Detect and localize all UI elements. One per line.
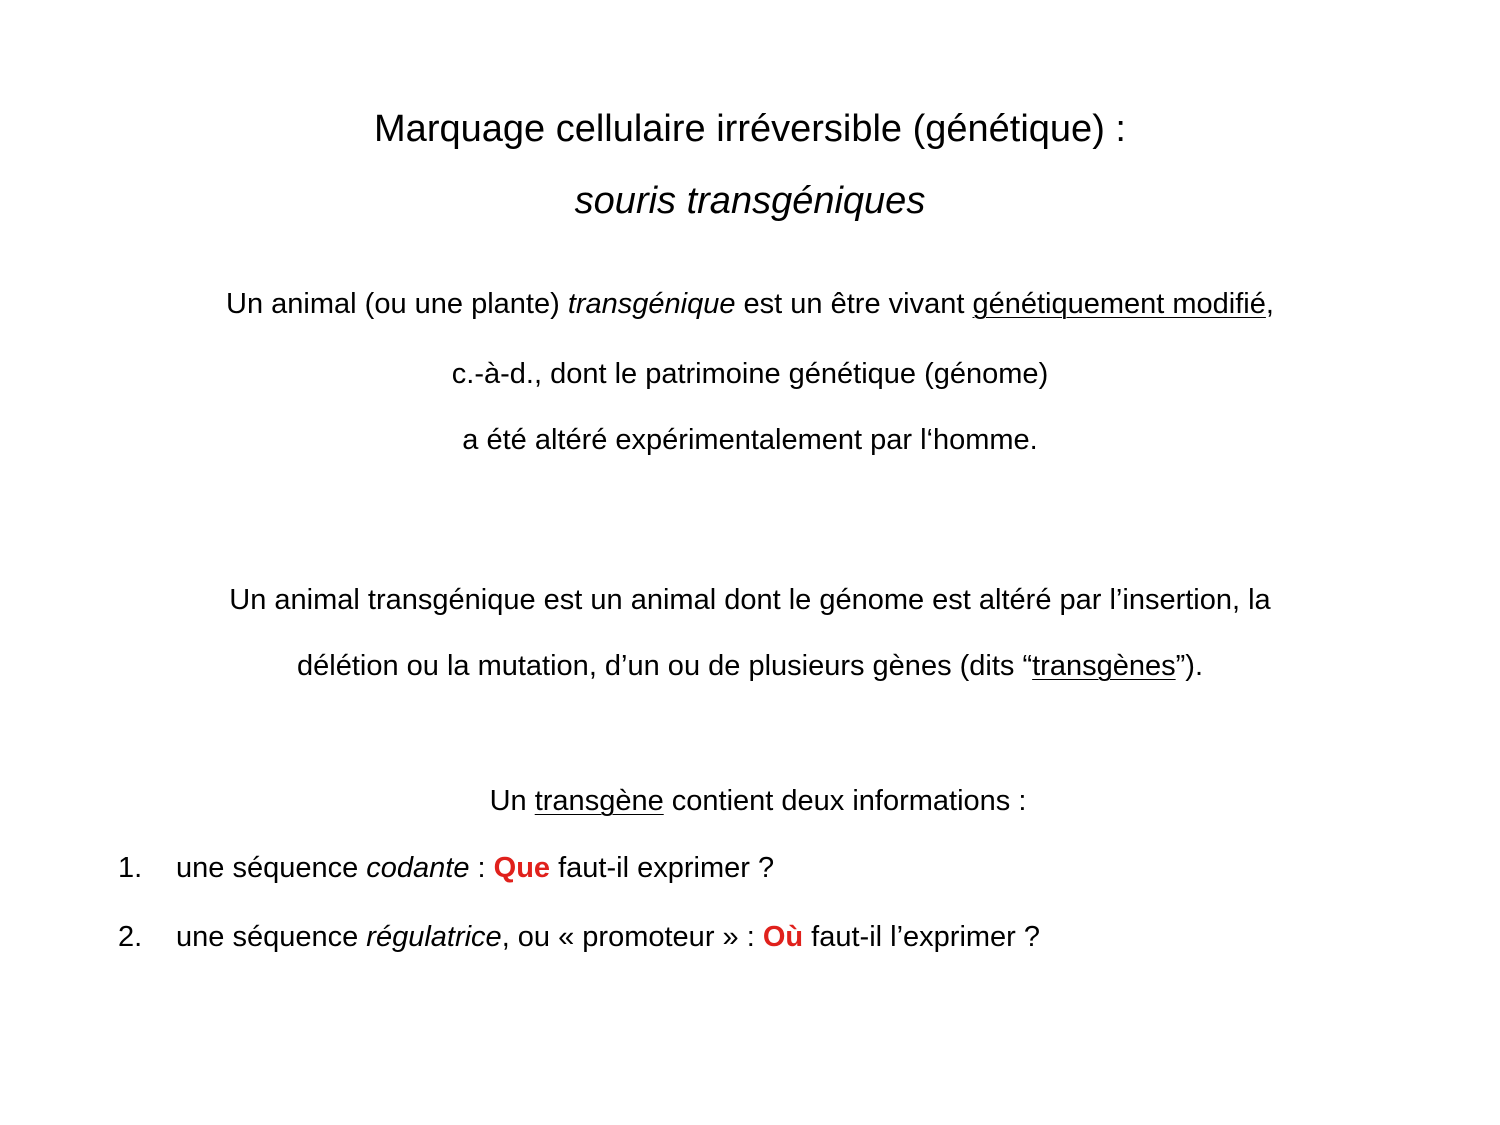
definition-text-1: Un animal (ou une plante) — [226, 288, 568, 320]
term-transgenes: transgènes — [1032, 650, 1176, 682]
animal-text-2: ”). — [1175, 650, 1203, 682]
animal-text-1: délétion ou la mutation, d’un ou de plusieurs gènes (dits “ — [297, 650, 1033, 682]
definition-line-1 — [0, 288, 1500, 321]
transgene-intro-text-2: contient deux informations : — [663, 785, 1027, 817]
term-transgenique: transgénique — [567, 288, 736, 320]
list-text: une séquence — [176, 921, 367, 953]
definition-line-2: c.-à-d., dont le patrimoine génétique (génome) — [451, 358, 1049, 390]
list-number: 2. — [118, 921, 143, 953]
term-transgene: transgène — [534, 785, 664, 817]
list-number: 1. — [118, 852, 143, 884]
definition-line-3: a été altéré expérimentalement par l‘homme. — [462, 424, 1038, 456]
list-text: faut-il exprimer ? — [550, 852, 775, 884]
emphasis-ou: Où — [762, 921, 804, 953]
emphasis-que: Que — [493, 852, 551, 884]
list-item-1 — [118, 852, 774, 885]
list-item-2 — [118, 921, 1040, 954]
animal-line-2 — [0, 650, 1500, 683]
term-regulatrice: régulatrice — [366, 921, 502, 953]
transgene-intro — [8, 785, 1500, 818]
list-text: une séquence — [176, 852, 367, 884]
definition-comma: , — [1265, 288, 1274, 320]
list-text: : — [469, 852, 494, 884]
title-line-2: souris transgéniques — [574, 180, 926, 222]
transgene-intro-text-1: Un — [489, 785, 535, 817]
list-text: , ou « promoteur » : — [501, 921, 763, 953]
animal-line-1: Un animal transgénique est un animal dont le génome est altéré par l’insertion, la — [229, 584, 1271, 616]
term-codante: codante — [366, 852, 470, 884]
term-genetiquement-modifie: génétiquement modifié — [972, 288, 1266, 320]
list-text: faut-il l’exprimer ? — [803, 921, 1041, 953]
definition-text-2: est un être vivant — [735, 288, 973, 320]
title-line-1: Marquage cellulaire irréversible (génétique) : — [374, 108, 1126, 150]
